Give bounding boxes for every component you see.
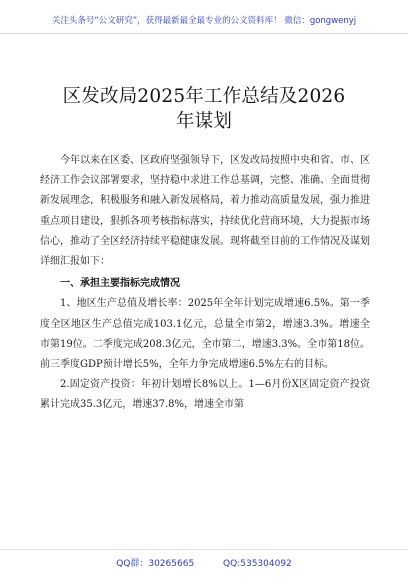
paragraph-item-1: 1、地区生产总值及增长率：2025年全年计划完成增速6.5%。第一季度全区地区生产总值完成103.1亿元，总量全市第2，增速3.3%。增速全市第19位。二季度完成208.3亿元，全市第二，增速3.3%。全市第18位。前三季度GDP预计增长5%，全年力争完成增速6.5%左右的目标。: [40, 298, 370, 371]
paragraph-item-2: 2.固定资产投资：年初计划增长8%以上。1—6月份X区固定资产投资累计完成35.3亿元，增速37.8%，增速全市第: [40, 379, 370, 411]
title-line-2: 年谋划: [175, 111, 233, 132]
header-divider: [0, 33, 408, 34]
document-title: [40, 84, 368, 134]
header-banner: 关注头条号“公文研究”，获得最新最全最专业的公文资料库！ 微信：gongwenyj: [51, 16, 357, 26]
footer-qq-contact: QQ:535304092: [223, 559, 292, 569]
footer: [0, 556, 408, 569]
title-line-1: 区发改局2025年工作总结及2026: [62, 86, 346, 107]
intro-paragraph: 今年以来在区委、区政府坚强领导下，区发改局按照中央和省、市、区经济工作会议部署要求，坚持稳中求进工作总基调，完整、准确、全面贯彻新发展理念，积极服务和融入新发展格局，着力推动高质量发展，强力推进重点项目建设，狠抓各项考核指标落实，持续优化营商环境，大力提振市场信心，推动了全区经济持续平稳健康发展。现将截至目前的工作情况及谋划详细汇报如下：: [40, 155, 370, 268]
footer-qq-group: QQ群：30265665: [116, 559, 195, 569]
document-body: [40, 151, 370, 416]
footer-divider: [0, 549, 408, 550]
section-heading: 一、承担主要指标完成情况: [60, 278, 180, 290]
